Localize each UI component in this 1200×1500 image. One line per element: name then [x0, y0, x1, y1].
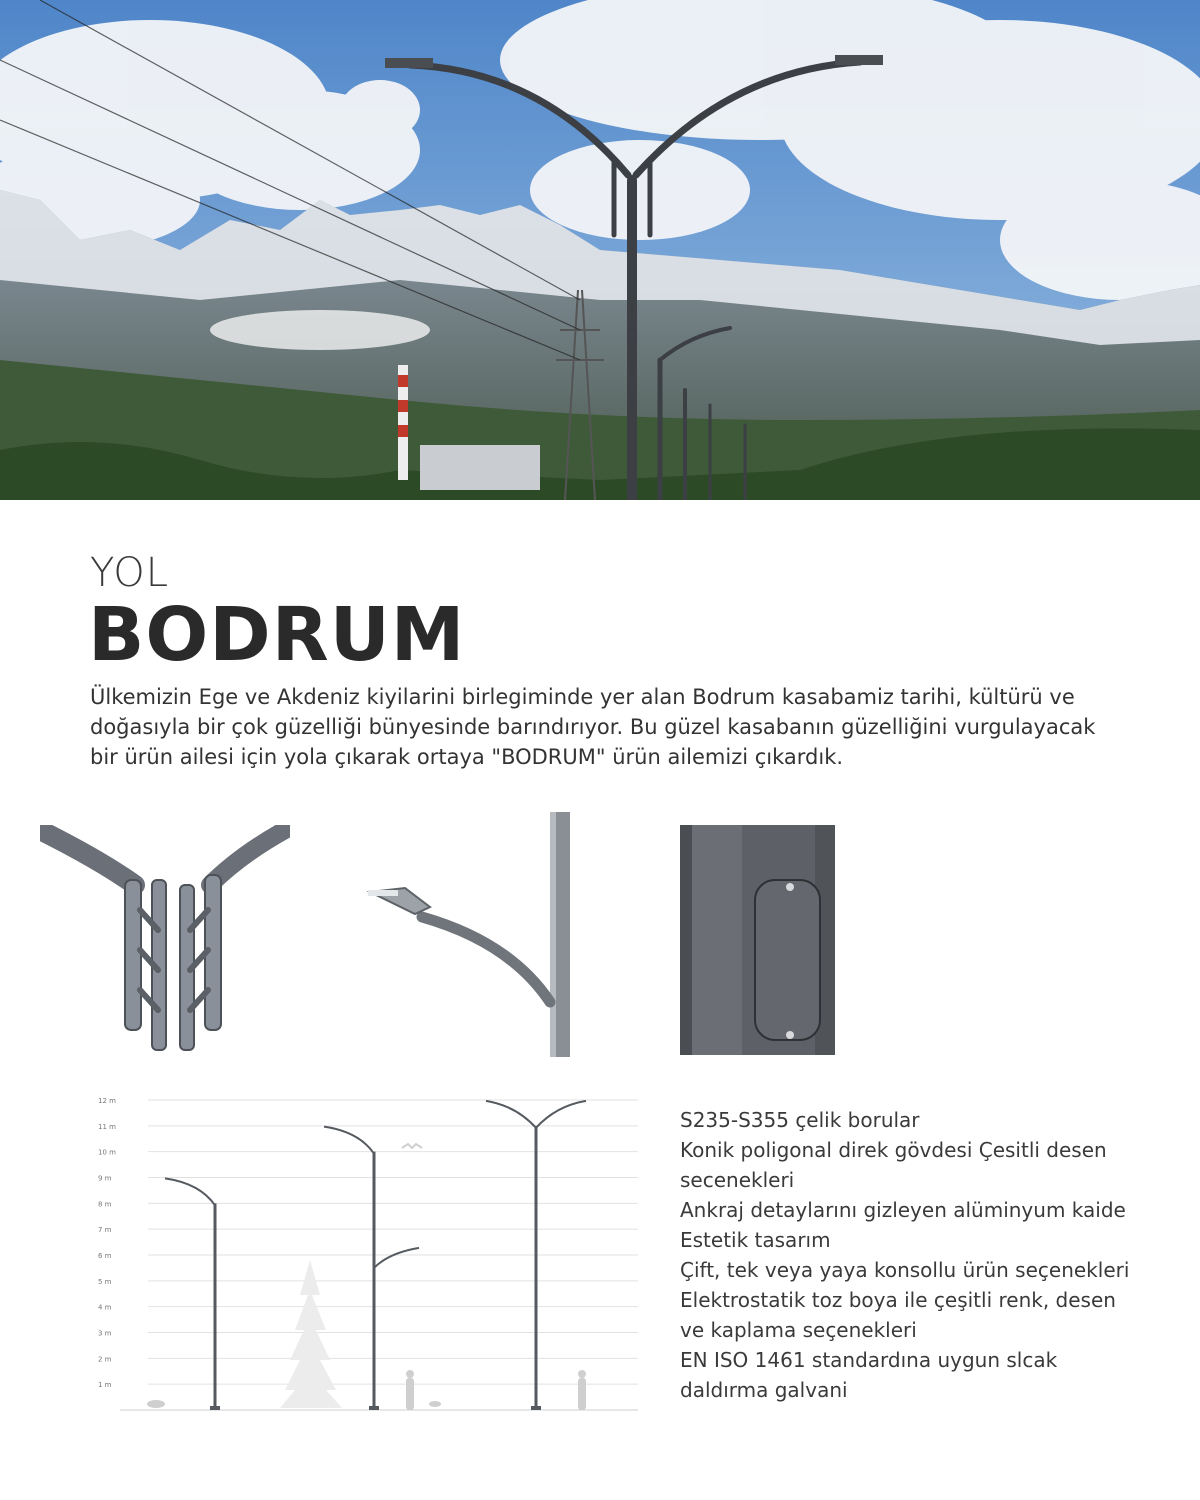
pole-arm: [324, 1127, 374, 1154]
y-tick-label: 7 m: [98, 1226, 112, 1235]
dog-silhouette: [429, 1401, 441, 1407]
height-comparison-chart: [90, 1090, 650, 1424]
dog-silhouette: [147, 1400, 165, 1408]
y-tick-label: 3 m: [98, 1329, 112, 1338]
bird-silhouette: [402, 1144, 422, 1148]
feature-item: ve kaplama seçenekleri: [680, 1318, 917, 1342]
feature-item: EN ISO 1461 standardına uygun slcak: [680, 1348, 1058, 1372]
intro-paragraph: Ülkemizin Ege ve Akdeniz kiyilarini birlegiminde yer alan Bodrum kasabamiz tarihi, kültürü ve doğasıyla bir çok güzelliği bünyesinde barındırıyor. Bu güzel kasabanın güzelliğini vurgulayacak bir ürün ailesi için yola çıkarak ortaya "BODRUM" ürün ailemizi çıkardık.: [90, 685, 1096, 769]
feature-item: Elektrostatik toz boya ile çeşitli renk, desen: [680, 1288, 1116, 1312]
feature-item: Estetik tasarım: [680, 1228, 831, 1252]
single-arm-luminaire-detail: [360, 812, 590, 1062]
double-bracket-detail: [40, 825, 290, 1055]
pole-base: [531, 1406, 541, 1410]
y-tick-label: 11 m: [98, 1122, 116, 1131]
standing-person-body: [578, 1378, 586, 1410]
y-tick-label: 5 m: [98, 1277, 112, 1286]
y-tick-label: 10 m: [98, 1148, 116, 1157]
standing-person-head: [578, 1370, 586, 1378]
y-tick-label: 8 m: [98, 1200, 112, 1209]
y-tick-label: 6 m: [98, 1252, 112, 1260]
y-tick-label: 1 m: [98, 1381, 112, 1390]
feature-item: secenekleri: [680, 1168, 795, 1192]
hero-image: [0, 0, 1200, 500]
feature-item: S235-S355 çelik borular: [680, 1108, 920, 1132]
feature-item: Çift, tek veya yaya konsollu ürün seçenekleri: [680, 1258, 1130, 1282]
feature-item: Konik poligonal direk gövdesi Çesitli desen: [680, 1138, 1107, 1162]
pole-base: [210, 1406, 220, 1410]
y-tick-label: 9 m: [98, 1174, 112, 1183]
pole-arm: [536, 1101, 586, 1128]
walking-person-body: [406, 1378, 414, 1410]
y-tick-label: 4 m: [98, 1303, 112, 1312]
product-title: BODRUM: [88, 592, 466, 678]
feature-list: [680, 1105, 1180, 1405]
pole-base: [369, 1406, 379, 1410]
y-tick-label: 12 m: [98, 1097, 116, 1105]
pedestrian-arm: [374, 1248, 419, 1268]
y-tick-label: 2 m: [98, 1355, 112, 1364]
feature-item: daldırma galvani: [680, 1378, 848, 1402]
pole-service-door-detail: [680, 825, 840, 1057]
tree-silhouette: [280, 1260, 342, 1408]
pole-arm: [165, 1178, 215, 1205]
feature-item: Ankraj detaylarını gizleyen alüminyum kaide: [680, 1198, 1126, 1222]
category-label: YOL: [90, 550, 170, 596]
factory: [420, 445, 540, 490]
pole-arm: [486, 1101, 536, 1128]
walking-person-head: [406, 1370, 414, 1378]
